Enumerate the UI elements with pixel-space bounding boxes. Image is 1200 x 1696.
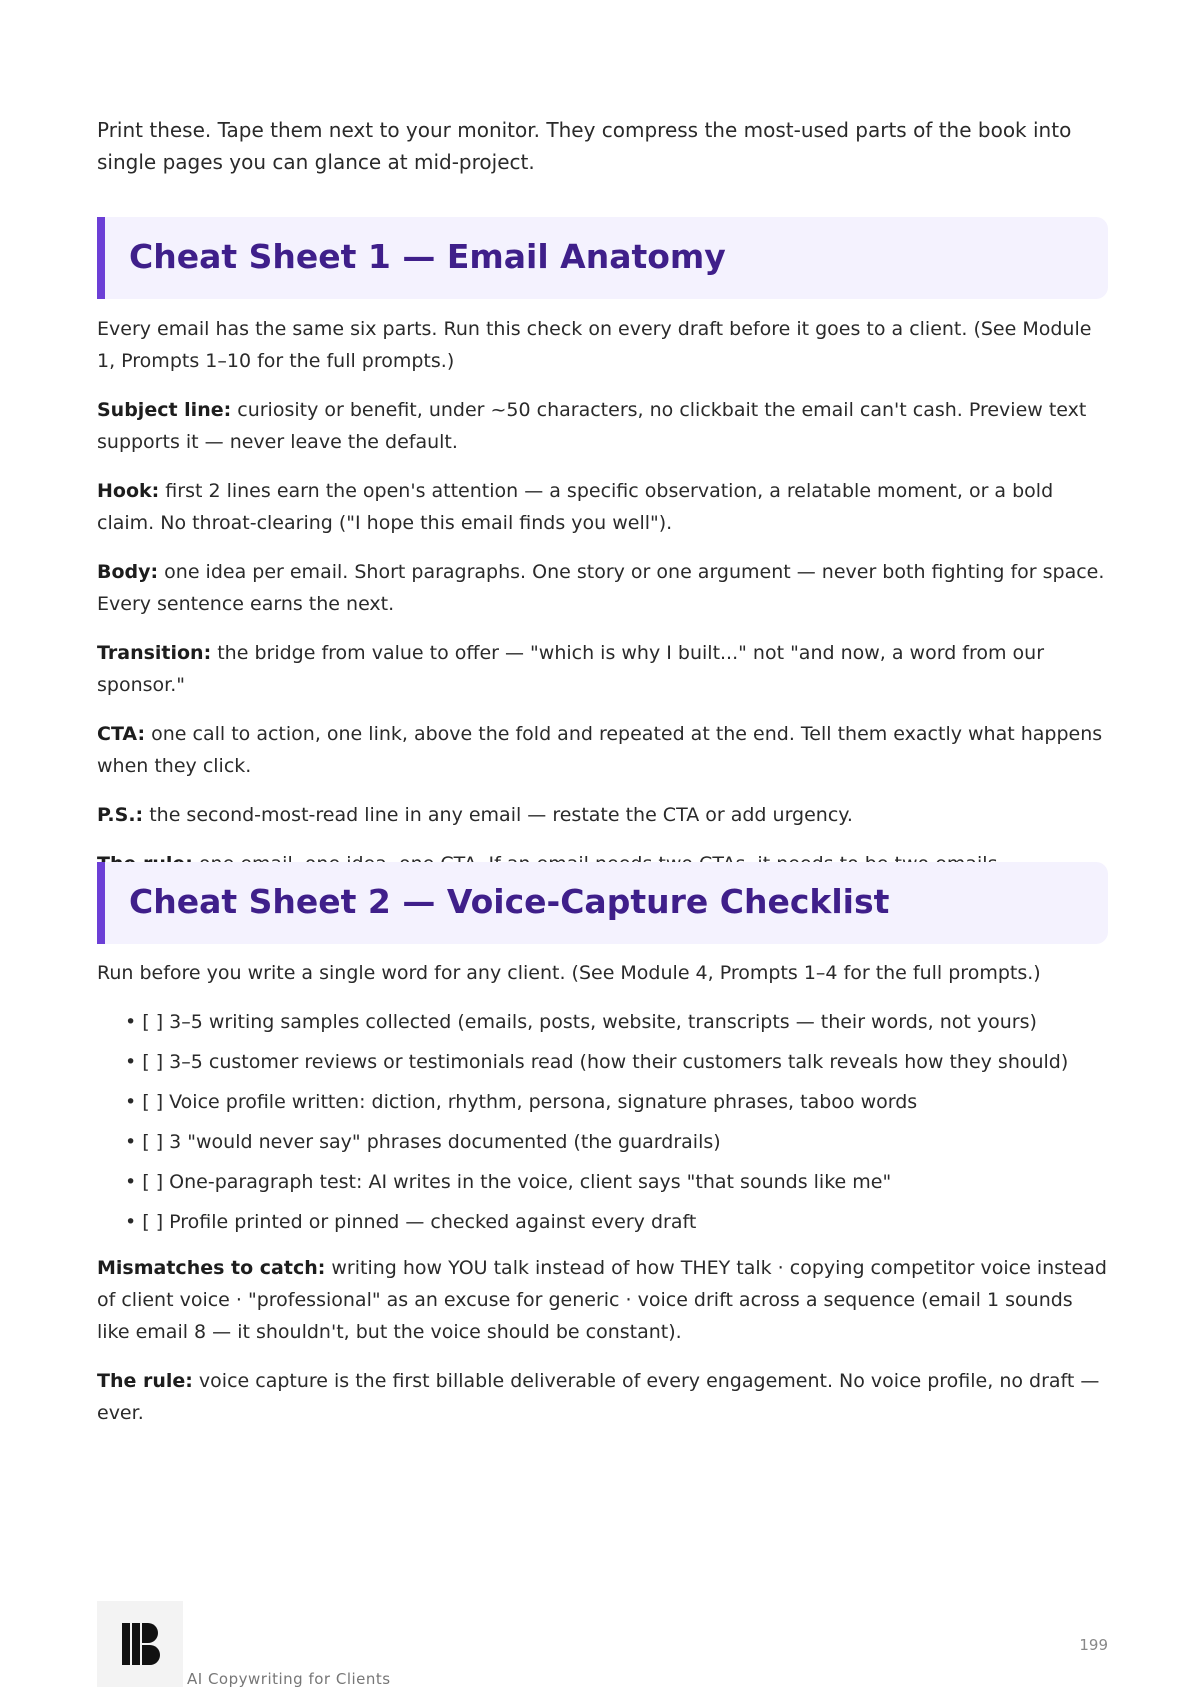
item-label: P.S.: bbox=[97, 804, 144, 826]
item-text: the bridge from value to offer — "which is why I built..." not "and now, a word from our sponsor." bbox=[97, 642, 1045, 696]
item-label: Transition: bbox=[97, 642, 212, 664]
mismatches-paragraph bbox=[97, 1252, 1108, 1348]
item-label: CTA: bbox=[97, 723, 146, 745]
item-text: curiosity or benefit, under ~50 characters, no clickbait the email can't cash. Preview text supports it — never leave the default. bbox=[97, 399, 1087, 453]
voice-checklist bbox=[97, 1006, 1108, 1238]
page-number: 199 bbox=[1079, 1636, 1108, 1654]
voice-capture-body bbox=[97, 957, 1108, 1446]
intro-paragraph: Print these. Tape them next to your monitor. They compress the most-used parts of the book into single pages you can glance at mid-project. bbox=[97, 118, 1072, 174]
section-title: Cheat Sheet 1 — Email Anatomy bbox=[129, 237, 726, 276]
item-label: The rule: bbox=[97, 1370, 193, 1392]
section-header-voice-capture bbox=[97, 862, 1108, 944]
checklist-item: • [ ] Voice profile written: diction, rhythm, persona, signature phrases, taboo words bbox=[125, 1086, 1108, 1118]
item-label: Mismatches to catch: bbox=[97, 1257, 326, 1279]
checklist-item: • [ ] One-paragraph test: AI writes in the voice, client says "that sounds like me" bbox=[125, 1166, 1108, 1198]
section-lead: Run before you write a single word for any client. (See Module 4, Prompts 1–4 for the full prompts.) bbox=[97, 962, 1041, 984]
anatomy-item bbox=[97, 799, 1108, 831]
item-text: first 2 lines earn the open's attention — a specific observation, a relatable moment, or a bold claim. No throat-clearing ("I hope this email finds you well"). bbox=[97, 480, 1054, 534]
checklist-item: • [ ] Profile printed or pinned — checked against every draft bbox=[125, 1206, 1108, 1238]
section-header-email-anatomy bbox=[97, 217, 1108, 299]
item-text: one call to action, one link, above the fold and repeated at the end. Tell them exactly what happens when they click. bbox=[97, 723, 1103, 777]
footer-book-title: AI Copywriting for Clients bbox=[187, 1670, 391, 1688]
section-lead: Every email has the same six parts. Run this check on every draft before it goes to a client. (See Module 1, Prompts 1–10 for the full prompts.) bbox=[97, 318, 1092, 372]
item-text: the second-most-read line in any email — restate the CTA or add urgency. bbox=[143, 804, 853, 826]
checklist-item: • [ ] 3 "would never say" phrases documented (the guardrails) bbox=[125, 1126, 1108, 1158]
anatomy-item bbox=[97, 394, 1108, 458]
anatomy-item bbox=[97, 556, 1108, 620]
item-label: Hook: bbox=[97, 480, 160, 502]
item-label: Body: bbox=[97, 561, 159, 583]
anatomy-item bbox=[97, 718, 1108, 782]
publisher-logo-icon bbox=[97, 1601, 183, 1687]
item-label: Subject line: bbox=[97, 399, 232, 421]
anatomy-item bbox=[97, 475, 1108, 539]
anatomy-item bbox=[97, 637, 1108, 701]
item-text: voice capture is the first billable deliverable of every engagement. No voice profile, no draft — ever. bbox=[97, 1370, 1100, 1424]
item-text: one idea per email. Short paragraphs. One story or one argument — never both fighting for space. Every sentence earns the next. bbox=[97, 561, 1105, 615]
checklist-item: • [ ] 3–5 customer reviews or testimonials read (how their customers talk reveals how they should) bbox=[125, 1046, 1108, 1078]
voice-rule bbox=[97, 1365, 1108, 1429]
section-title: Cheat Sheet 2 — Voice-Capture Checklist bbox=[129, 882, 890, 921]
checklist-item: • [ ] 3–5 writing samples collected (emails, posts, website, transcripts — their words, not yours) bbox=[125, 1006, 1108, 1038]
item-text: writing how YOU talk instead of how THEY talk · copying competitor voice instead of client voice · "professional" as an excuse for generic · voice drift across a sequence (email 1 sounds like email 8 — it shouldn't, but the voice should be constant). bbox=[97, 1257, 1107, 1343]
email-anatomy-body bbox=[97, 313, 1108, 897]
logo-mark bbox=[120, 1621, 160, 1667]
